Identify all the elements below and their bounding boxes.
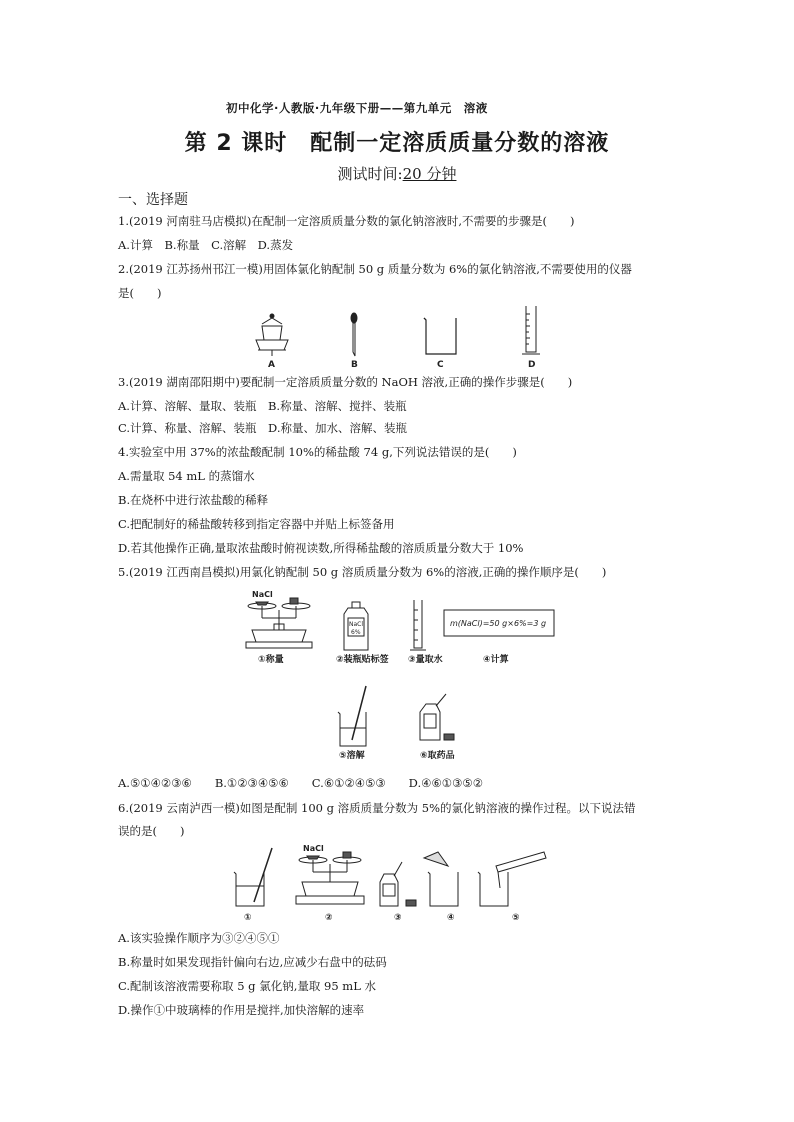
q4-option-a: A.需量取 54 mL 的蒸馏水 [118, 469, 255, 483]
q2-label-b: B [351, 360, 358, 370]
q6-option-b: B.称量时如果发现指针偏向右边,应减少右盘中的砝码 [118, 955, 387, 969]
q5-bottle-label-top: NaCl [349, 621, 364, 628]
q1-stem: 1.(2019 河南驻马店模拟)在配制一定溶质质量分数的氯化钠溶液时,不需要的步骤是( ) [118, 214, 575, 228]
q2-label-a: A [268, 360, 275, 370]
q6-option-a: A.该实验操作顺序为③②④⑤① [118, 931, 280, 945]
q5-calc-text: m(NaCl)=50 g×6%=3 g [450, 619, 547, 628]
q5-stem: 5.(2019 江西南昌模拟)用氯化钠配制 50 g 溶质质量分数为 6%的溶液,正确的操作顺序是( ) [118, 565, 607, 579]
q3-options-row1: A.计算、溶解、量取、装瓶 B.称量、溶解、搅拌、装瓶 [118, 399, 407, 413]
q5-label-6: ⑥取药品 [420, 751, 455, 761]
q2-label-c: C [437, 360, 444, 370]
q4-option-c: C.把配制好的稀盐酸转移到指定容器中并贴上标签备用 [118, 517, 395, 531]
q4-option-b: B.在烧杯中进行浓盐酸的稀释 [118, 493, 269, 507]
q5-bottle-label-bottom: 6% [351, 629, 361, 636]
q6-label-3: ③ [394, 913, 402, 923]
q6-balance [296, 852, 364, 904]
q6-nacl-label: NaCl [303, 844, 324, 853]
q4-stem: 4.实验室中用 37%的浓盐酸配制 10%的稀盐酸 74 g,下列说法错误的是( ) [118, 445, 517, 459]
q2-stem-line1: 2.(2019 江苏扬州邗江一模)用固体氯化钠配制 50 g 质量分数为 6%的氯化钠溶液,不需要使用的仪器 [118, 262, 632, 276]
q1-options: A.计算 B.称量 C.溶解 D.蒸发 [118, 238, 294, 252]
q6-beaker-stir [234, 848, 272, 906]
q6-label-1: ① [244, 913, 252, 923]
page-header: 初中化学·人教版·九年级下册——第九单元 溶液 [226, 101, 488, 115]
q4-option-d: D.若其他操作正确,量取浓盐酸时俯视读数,所得稀盐酸的溶质质量分数大于 10% [118, 541, 524, 555]
q6-label-5: ⑤ [512, 913, 520, 923]
q5-label-5: ⑤溶解 [339, 751, 365, 761]
q3-stem: 3.(2019 湖南邵阳期中)要配制一定溶质质量分数的 NaOH 溶液,正确的操作步骤是( ) [118, 375, 573, 389]
q5-label-1: ①称量 [258, 655, 284, 665]
lesson-title: 第 2 课时 配制一定溶质质量分数的溶液 [184, 131, 610, 156]
q6-label-2: ② [325, 913, 333, 923]
q5-options: A.⑤①④②③⑥ B.①②③④⑤⑥ C.⑥①②④⑤③ D.④⑥①③⑤② [118, 776, 484, 790]
q2-label-d: D [528, 360, 536, 370]
q6-label-4: ④ [447, 913, 455, 923]
q5-nacl-label: NaCl [252, 590, 273, 599]
test-time-value: 20 分钟 [402, 165, 457, 183]
q5-label-4: ④计算 [483, 655, 509, 665]
q5-label-2: ②装瓶贴标签 [336, 655, 389, 665]
q6-option-d: D.操作①中玻璃棒的作用是搅拌,加快溶解的速率 [118, 1003, 365, 1017]
q6-beaker-paper [424, 852, 458, 906]
test-time-label: 测试时间: [337, 165, 403, 183]
q6-stem-line1: 6.(2019 云南泸西一模)如图是配制 100 g 溶质质量分数为 5%的氯化钠溶液的操作过程。以下说法错 [118, 801, 636, 815]
q6-option-c: C.配制该溶液需要称取 5 g 氯化钠,量取 95 mL 水 [118, 979, 376, 993]
q3-options-row2: C.计算、称量、溶解、装瓶 D.称量、加水、溶解、装瓶 [118, 421, 408, 435]
q6-stem-line2: 误的是( ) [118, 824, 185, 838]
q6-beaker-pour [478, 852, 546, 906]
q6-reagent-bottle [380, 862, 416, 906]
section-heading: 一、选择题 [118, 192, 188, 208]
q5-label-3: ③量取水 [408, 655, 443, 665]
q2-stem-line2: 是( ) [118, 286, 162, 300]
